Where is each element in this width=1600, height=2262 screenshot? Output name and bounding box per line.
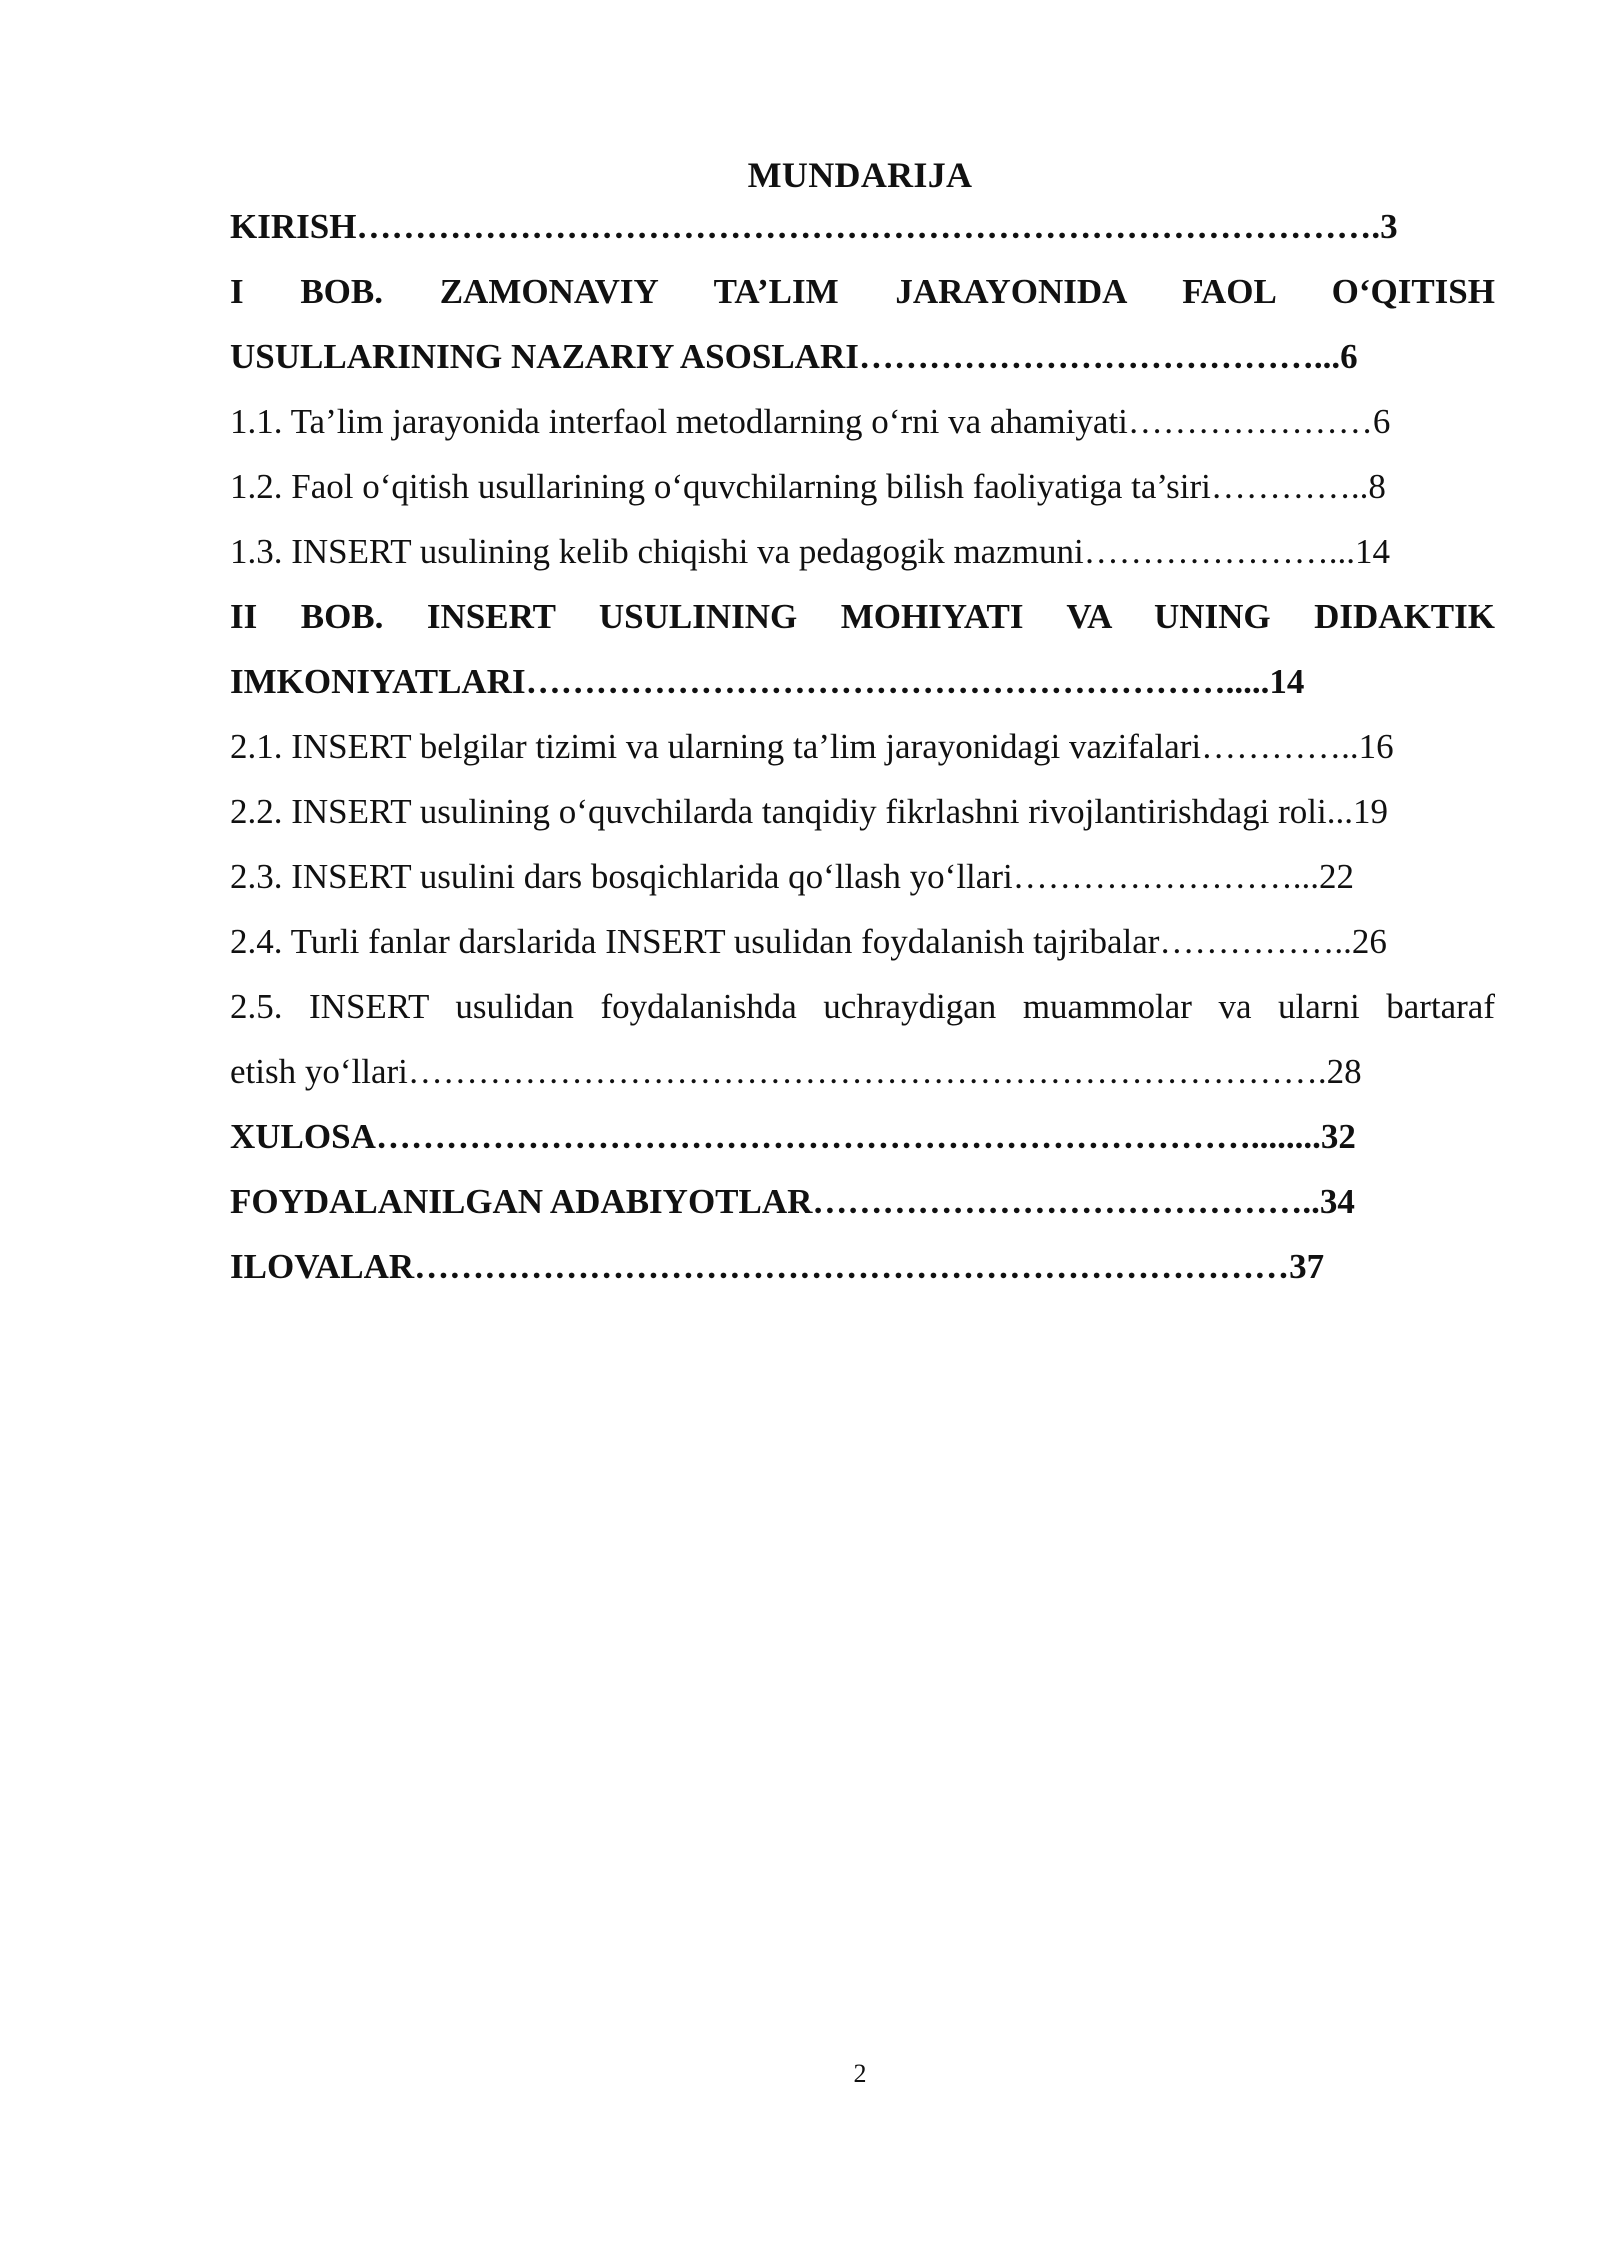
toc-entry-xulosa: XULOSA…………………………………………………………………........32 xyxy=(230,1117,1356,1156)
page-number: 2 xyxy=(853,2059,867,2088)
toc-entry-chapter-2-line-2: IMKONIYATLARI…………………………………………………….....14 xyxy=(230,662,1305,701)
toc-entry-chapter-1-line-2: USULLARINING NAZARIY ASOSLARI…………………………………...6 xyxy=(230,337,1358,376)
toc-entry-2-2: 2.2. INSERT usulining o‘quvchilarda tanqidiy fikrlashni rivojlantirishdagi roli...19 xyxy=(230,792,1388,831)
toc-entry-2-5-line-2: etish yo‘llari…………………………………………………………………….28 xyxy=(230,1052,1362,1091)
toc-entry-2-4: 2.4. Turli fanlar darslarida INSERT usulidan foydalanish tajribalar……………..26 xyxy=(230,922,1387,961)
table-of-contents xyxy=(230,194,1495,1299)
toc-entry-1-1: 1.1. Ta’lim jarayonida interfaol metodlarning o‘rni va ahamiyati…………………6 xyxy=(230,402,1391,441)
toc-entry-kirish: KIRISH…………………………………………………………………………….3 xyxy=(230,207,1398,246)
toc-entry-chapter-1-line-1: I BOB. ZAMONAVIY TA’LIM JARAYONIDA FAOL O‘QITISH xyxy=(230,272,1495,311)
toc-entry-2-3: 2.3. INSERT usulini dars bosqichlarida qo‘llash yo‘llari……………………...22 xyxy=(230,857,1354,896)
toc-entry-adabiyotlar: FOYDALANILGAN ADABIYOTLAR……………………………………..34 xyxy=(230,1182,1355,1221)
toc-entry-chapter-2-line-1: II BOB. INSERT USULINING MOHIYATI VA UNING DIDAKTIK xyxy=(230,597,1495,636)
toc-entry-ilovalar: ILOVALAR…………………………………………………………………37 xyxy=(230,1247,1325,1286)
toc-entry-2-5-line-1: 2.5. INSERT usulidan foydalanishda uchraydigan muammolar va ularni bartaraf xyxy=(230,987,1495,1026)
toc-title: MUNDARIJA xyxy=(747,155,973,195)
toc-entry-2-1: 2.1. INSERT belgilar tizimi va ularning ta’lim jarayonidagi vazifalari…………..16 xyxy=(230,727,1394,766)
toc-entry-1-3: 1.3. INSERT usulining kelib chiqishi va pedagogik mazmuni…………………...14 xyxy=(230,532,1390,571)
toc-entry-1-2: 1.2. Faol o‘qitish usullarining o‘quvchilarning bilish faoliyatiga ta’siri…………..8 xyxy=(230,467,1386,506)
